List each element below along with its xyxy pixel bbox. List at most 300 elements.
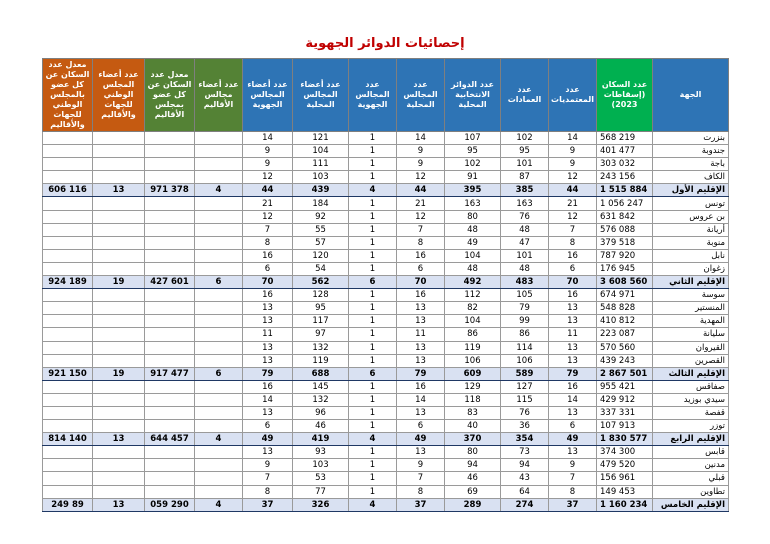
- cell-region-name: باجة: [653, 158, 729, 171]
- cell-national-council-members: 19: [93, 276, 145, 289]
- cell-local-council-members: 103: [293, 459, 349, 472]
- cell-local-council-members: 688: [293, 367, 349, 380]
- cell-sectors: 589: [501, 367, 549, 380]
- cell-local-councils: 21: [397, 197, 445, 210]
- cell-population-per-national-member: [43, 485, 93, 498]
- cell-regional-council-members: 70: [243, 276, 293, 289]
- cell-delegations: 7: [549, 223, 597, 236]
- cell-delegations: 9: [549, 145, 597, 158]
- cell-regional-councils: 1: [349, 328, 397, 341]
- cell-population-per-district-member: [145, 132, 195, 145]
- page-title: إحصائيات الدوائر الجهوية: [305, 36, 465, 51]
- cell-local-council-members: 97: [293, 328, 349, 341]
- cell-regional-councils: 1: [349, 420, 397, 433]
- cell-delegations: 12: [549, 210, 597, 223]
- cell-local-councils: 13: [397, 406, 445, 419]
- cell-local-council-members: 46: [293, 420, 349, 433]
- cell-regional-councils: 1: [349, 249, 397, 262]
- cell-sectors: 73: [501, 446, 549, 459]
- cell-national-council-members: 13: [93, 433, 145, 446]
- cell-national-council-members: [93, 446, 145, 459]
- cell-local-constituencies: 395: [445, 184, 501, 197]
- cell-national-council-members: [93, 223, 145, 236]
- cell-local-constituencies: 104: [445, 249, 501, 262]
- cell-regional-councils: 1: [349, 302, 397, 315]
- cell-regional-councils: 1: [349, 210, 397, 223]
- cell-sectors: 105: [501, 289, 549, 302]
- cell-district-council-members: [195, 236, 243, 249]
- table-row: [43, 446, 729, 459]
- cell-local-council-members: 119: [293, 354, 349, 367]
- cell-delegations: 14: [549, 393, 597, 406]
- cell-delegations: 44: [549, 184, 597, 197]
- cell-population-per-district-member: [145, 158, 195, 171]
- cell-local-council-members: 121: [293, 132, 349, 145]
- cell-national-council-members: [93, 393, 145, 406]
- cell-regional-councils: 1: [349, 380, 397, 393]
- cell-local-constituencies: 118: [445, 393, 501, 406]
- cell-local-constituencies: 112: [445, 289, 501, 302]
- cell-population-per-district-member: [145, 236, 195, 249]
- cell-population-per-district-member: 457 644: [145, 433, 195, 446]
- cell-delegations: 11: [549, 328, 597, 341]
- cell-local-councils: 12: [397, 171, 445, 184]
- cell-national-council-members: [93, 236, 145, 249]
- cell-regional-council-members: 13: [243, 341, 293, 354]
- cell-local-constituencies: 106: [445, 354, 501, 367]
- cell-region-name: بنزرت: [653, 132, 729, 145]
- cell-district-council-members: [195, 354, 243, 367]
- cell-district-council-members: [195, 289, 243, 302]
- cell-regional-councils: 1: [349, 145, 397, 158]
- cell-population-per-district-member: [145, 145, 195, 158]
- cell-delegations: 16: [549, 249, 597, 262]
- cell-local-councils: 13: [397, 446, 445, 459]
- cell-sectors: 76: [501, 210, 549, 223]
- cell-sectors: 76: [501, 406, 549, 419]
- cell-population-per-national-member: [43, 249, 93, 262]
- cell-sectors: 36: [501, 420, 549, 433]
- cell-local-councils: 49: [397, 433, 445, 446]
- cell-delegations: 70: [549, 276, 597, 289]
- cell-regional-council-members: 37: [243, 498, 293, 511]
- cell-local-councils: 14: [397, 393, 445, 406]
- cell-local-council-members: 145: [293, 380, 349, 393]
- cell-population: 337 331: [597, 406, 653, 419]
- cell-population-per-national-member: [43, 210, 93, 223]
- cell-sectors: 48: [501, 262, 549, 275]
- cell-regional-council-members: 6: [243, 420, 293, 433]
- table-row: [43, 223, 729, 236]
- cell-population-per-district-member: [145, 341, 195, 354]
- cell-population-per-district-member: 601 427: [145, 276, 195, 289]
- cell-local-council-members: 104: [293, 145, 349, 158]
- cell-population-per-district-member: 477 917: [145, 367, 195, 380]
- cell-district-council-members: [195, 406, 243, 419]
- cell-local-councils: 8: [397, 236, 445, 249]
- cell-population-per-district-member: [145, 446, 195, 459]
- cell-region-name: الإقليم الثالث: [653, 367, 729, 380]
- cell-local-constituencies: 107: [445, 132, 501, 145]
- cell-national-council-members: [93, 302, 145, 315]
- cell-local-councils: 7: [397, 472, 445, 485]
- cell-region-name: قابس: [653, 446, 729, 459]
- cell-local-councils: 8: [397, 485, 445, 498]
- cell-region-name: مدنين: [653, 459, 729, 472]
- statistics-table: [42, 58, 729, 512]
- cell-sectors: 48: [501, 223, 549, 236]
- cell-population-per-national-member: [43, 393, 93, 406]
- cell-region-name: قبلي: [653, 472, 729, 485]
- cell-regional-council-members: 16: [243, 380, 293, 393]
- cell-regional-councils: 1: [349, 197, 397, 210]
- cell-local-councils: 11: [397, 328, 445, 341]
- cell-sectors: 102: [501, 132, 549, 145]
- cell-national-council-members: [93, 289, 145, 302]
- cell-region-name: القيروان: [653, 341, 729, 354]
- cell-population: 631 842: [597, 210, 653, 223]
- cell-national-council-members: [93, 145, 145, 158]
- cell-district-council-members: [195, 197, 243, 210]
- cell-population-per-district-member: [145, 197, 195, 210]
- cell-regional-council-members: 9: [243, 158, 293, 171]
- cell-population-per-district-member: [145, 328, 195, 341]
- cell-local-constituencies: 95: [445, 145, 501, 158]
- cell-regional-councils: 1: [349, 354, 397, 367]
- cell-local-councils: 13: [397, 315, 445, 328]
- cell-local-constituencies: 91: [445, 171, 501, 184]
- cell-population: 955 421: [597, 380, 653, 393]
- cell-population: 1 515 884: [597, 184, 653, 197]
- header-district-council-members: عدد أعضاء مجالس الأقاليم: [195, 59, 243, 132]
- cell-local-council-members: 120: [293, 249, 349, 262]
- cell-regional-councils: 1: [349, 446, 397, 459]
- cell-population: 374 300: [597, 446, 653, 459]
- table-row: [43, 145, 729, 158]
- cell-district-council-members: [195, 210, 243, 223]
- region-total-row: [43, 498, 729, 511]
- cell-local-councils: 13: [397, 354, 445, 367]
- cell-regional-councils: 1: [349, 289, 397, 302]
- cell-population-per-national-member: [43, 158, 93, 171]
- cell-local-constituencies: 370: [445, 433, 501, 446]
- cell-district-council-members: 4: [195, 498, 243, 511]
- cell-population-per-national-member: 150 921: [43, 367, 93, 380]
- table-row: [43, 380, 729, 393]
- cell-national-council-members: [93, 380, 145, 393]
- cell-region-name: سيدي بوزيد: [653, 393, 729, 406]
- cell-local-council-members: 96: [293, 406, 349, 419]
- cell-sectors: 101: [501, 158, 549, 171]
- cell-local-councils: 16: [397, 249, 445, 262]
- cell-delegations: 16: [549, 380, 597, 393]
- cell-local-council-members: 93: [293, 446, 349, 459]
- cell-regional-councils: 1: [349, 341, 397, 354]
- cell-population-per-national-member: [43, 472, 93, 485]
- header-delegations: عدد المعتمديات: [549, 59, 597, 132]
- cell-population: 576 088: [597, 223, 653, 236]
- cell-region-name: الإقليم الأول: [653, 184, 729, 197]
- cell-district-council-members: [195, 446, 243, 459]
- cell-population-per-national-member: [43, 341, 93, 354]
- cell-regional-council-members: 16: [243, 249, 293, 262]
- table-row: [43, 420, 729, 433]
- cell-population-per-district-member: [145, 485, 195, 498]
- cell-regional-council-members: 13: [243, 446, 293, 459]
- cell-local-council-members: 77: [293, 485, 349, 498]
- header-population-per-district-member: معدل عدد السكان عن كل عضو بمجلس الأقاليم: [145, 59, 195, 132]
- cell-district-council-members: [195, 145, 243, 158]
- cell-population: 1 830 577: [597, 433, 653, 446]
- table-row: [43, 302, 729, 315]
- cell-region-name: الإقليم الثاني: [653, 276, 729, 289]
- cell-region-name: قفصة: [653, 406, 729, 419]
- cell-local-constituencies: 86: [445, 328, 501, 341]
- cell-local-constituencies: 48: [445, 262, 501, 275]
- cell-regional-council-members: 8: [243, 485, 293, 498]
- cell-delegations: 49: [549, 433, 597, 446]
- cell-delegations: 13: [549, 315, 597, 328]
- cell-population-per-district-member: [145, 315, 195, 328]
- cell-population: 568 219: [597, 132, 653, 145]
- cell-national-council-members: [93, 472, 145, 485]
- cell-local-council-members: 53: [293, 472, 349, 485]
- cell-sectors: 354: [501, 433, 549, 446]
- cell-delegations: 6: [549, 420, 597, 433]
- cell-population: 149 453: [597, 485, 653, 498]
- cell-regional-council-members: 79: [243, 367, 293, 380]
- cell-delegations: 13: [549, 341, 597, 354]
- cell-population-per-district-member: [145, 406, 195, 419]
- cell-national-council-members: 13: [93, 498, 145, 511]
- cell-sectors: 94: [501, 459, 549, 472]
- cell-local-constituencies: 163: [445, 197, 501, 210]
- table-row: [43, 393, 729, 406]
- cell-sectors: 483: [501, 276, 549, 289]
- cell-regional-councils: 1: [349, 315, 397, 328]
- cell-local-constituencies: 119: [445, 341, 501, 354]
- header-local-council-members: عدد أعضاء المجالس المحلية: [293, 59, 349, 132]
- cell-local-councils: 6: [397, 420, 445, 433]
- cell-regional-councils: 1: [349, 485, 397, 498]
- cell-local-constituencies: 46: [445, 472, 501, 485]
- cell-region-name: المهدية: [653, 315, 729, 328]
- table-row: [43, 315, 729, 328]
- cell-local-constituencies: 83: [445, 406, 501, 419]
- cell-local-councils: 7: [397, 223, 445, 236]
- cell-region-name: منوبة: [653, 236, 729, 249]
- cell-regional-councils: 6: [349, 367, 397, 380]
- cell-local-councils: 16: [397, 380, 445, 393]
- cell-national-council-members: 13: [93, 184, 145, 197]
- cell-national-council-members: [93, 328, 145, 341]
- cell-local-councils: 16: [397, 289, 445, 302]
- cell-national-council-members: [93, 341, 145, 354]
- region-total-row: [43, 367, 729, 380]
- cell-local-councils: 6: [397, 262, 445, 275]
- cell-population-per-national-member: [43, 354, 93, 367]
- cell-district-council-members: [195, 393, 243, 406]
- cell-local-councils: 79: [397, 367, 445, 380]
- table-row: [43, 262, 729, 275]
- cell-population: 401 477: [597, 145, 653, 158]
- cell-regional-council-members: 14: [243, 132, 293, 145]
- cell-local-constituencies: 94: [445, 459, 501, 472]
- cell-local-council-members: 132: [293, 393, 349, 406]
- region-total-row: [43, 184, 729, 197]
- cell-population-per-district-member: [145, 289, 195, 302]
- cell-local-council-members: 92: [293, 210, 349, 223]
- cell-population-per-national-member: [43, 380, 93, 393]
- cell-district-council-members: [195, 341, 243, 354]
- cell-regional-council-members: 12: [243, 171, 293, 184]
- header-local-constituencies: عدد الدوائر الانتخابية المحلية: [445, 59, 501, 132]
- cell-population-per-national-member: [43, 289, 93, 302]
- cell-population-per-district-member: [145, 472, 195, 485]
- cell-sectors: 101: [501, 249, 549, 262]
- cell-population-per-district-member: [145, 393, 195, 406]
- table-row: [43, 236, 729, 249]
- cell-sectors: 79: [501, 302, 549, 315]
- table-row: [43, 132, 729, 145]
- cell-regional-councils: 1: [349, 236, 397, 249]
- cell-local-councils: 9: [397, 158, 445, 171]
- cell-delegations: 12: [549, 171, 597, 184]
- cell-sectors: 127: [501, 380, 549, 393]
- cell-local-council-members: 103: [293, 171, 349, 184]
- cell-region-name: بن عروس: [653, 210, 729, 223]
- cell-sectors: 99: [501, 315, 549, 328]
- cell-district-council-members: [195, 223, 243, 236]
- cell-national-council-members: [93, 132, 145, 145]
- cell-regional-council-members: 13: [243, 315, 293, 328]
- cell-local-council-members: 55: [293, 223, 349, 236]
- table-row: [43, 210, 729, 223]
- cell-local-council-members: 54: [293, 262, 349, 275]
- cell-population: 410 812: [597, 315, 653, 328]
- cell-region-name: جندوبة: [653, 145, 729, 158]
- cell-delegations: 13: [549, 406, 597, 419]
- cell-population: 787 920: [597, 249, 653, 262]
- cell-regional-council-members: 16: [243, 289, 293, 302]
- cell-region-name: سوسة: [653, 289, 729, 302]
- cell-regional-councils: 4: [349, 184, 397, 197]
- cell-population-per-national-member: 189 924: [43, 276, 93, 289]
- cell-population-per-district-member: [145, 210, 195, 223]
- cell-region-name: الكاف: [653, 171, 729, 184]
- cell-district-council-members: [195, 132, 243, 145]
- cell-district-council-members: [195, 158, 243, 171]
- cell-region-name: القصرين: [653, 354, 729, 367]
- region-total-row: [43, 433, 729, 446]
- cell-population-per-district-member: [145, 459, 195, 472]
- cell-national-council-members: 19: [93, 367, 145, 380]
- cell-population-per-national-member: [43, 420, 93, 433]
- cell-regional-councils: 1: [349, 472, 397, 485]
- cell-local-council-members: 439: [293, 184, 349, 197]
- table-row: [43, 249, 729, 262]
- cell-population: 570 560: [597, 341, 653, 354]
- cell-population-per-national-member: [43, 171, 93, 184]
- cell-regional-council-members: 12: [243, 210, 293, 223]
- cell-local-constituencies: 289: [445, 498, 501, 511]
- header-national-council-members: عدد أعضاء المجلس الوطني للجهات والأقاليم: [93, 59, 145, 132]
- cell-population: 1 160 234: [597, 498, 653, 511]
- cell-population-per-district-member: [145, 354, 195, 367]
- cell-regional-councils: 4: [349, 498, 397, 511]
- cell-population-per-national-member: [43, 302, 93, 315]
- cell-district-council-members: 4: [195, 433, 243, 446]
- cell-regional-council-members: 14: [243, 393, 293, 406]
- cell-population: 243 156: [597, 171, 653, 184]
- cell-local-council-members: 326: [293, 498, 349, 511]
- cell-region-name: نابل: [653, 249, 729, 262]
- cell-population: 156 961: [597, 472, 653, 485]
- cell-district-council-members: [195, 171, 243, 184]
- cell-local-council-members: 132: [293, 341, 349, 354]
- cell-delegations: 13: [549, 302, 597, 315]
- cell-delegations: 9: [549, 459, 597, 472]
- cell-population-per-national-member: [43, 446, 93, 459]
- cell-delegations: 8: [549, 485, 597, 498]
- cell-population: 439 243: [597, 354, 653, 367]
- cell-regional-council-members: 9: [243, 145, 293, 158]
- cell-region-name: تطاوين: [653, 485, 729, 498]
- cell-sectors: 95: [501, 145, 549, 158]
- table-row: [43, 328, 729, 341]
- table-row: [43, 197, 729, 210]
- cell-national-council-members: [93, 420, 145, 433]
- region-total-row: [43, 276, 729, 289]
- cell-district-council-members: [195, 302, 243, 315]
- cell-population-per-district-member: [145, 302, 195, 315]
- cell-national-council-members: [93, 354, 145, 367]
- table-row: [43, 354, 729, 367]
- cell-sectors: 43: [501, 472, 549, 485]
- cell-delegations: 79: [549, 367, 597, 380]
- cell-local-councils: 13: [397, 302, 445, 315]
- cell-sectors: 163: [501, 197, 549, 210]
- cell-regional-councils: 6: [349, 276, 397, 289]
- cell-sectors: 106: [501, 354, 549, 367]
- cell-delegations: 7: [549, 472, 597, 485]
- cell-population: 429 912: [597, 393, 653, 406]
- cell-local-council-members: 562: [293, 276, 349, 289]
- cell-population: 548 828: [597, 302, 653, 315]
- cell-population-per-national-member: 140 814: [43, 433, 93, 446]
- cell-population: 674 971: [597, 289, 653, 302]
- cell-delegations: 8: [549, 236, 597, 249]
- cell-population: 479 520: [597, 459, 653, 472]
- cell-population: 1 056 247: [597, 197, 653, 210]
- table-row: [43, 341, 729, 354]
- table-row: [43, 459, 729, 472]
- table-row: [43, 289, 729, 302]
- cell-district-council-members: [195, 328, 243, 341]
- cell-local-council-members: 117: [293, 315, 349, 328]
- cell-local-councils: 9: [397, 459, 445, 472]
- cell-population-per-district-member: [145, 171, 195, 184]
- cell-regional-councils: 1: [349, 406, 397, 419]
- cell-local-councils: 70: [397, 276, 445, 289]
- cell-national-council-members: [93, 315, 145, 328]
- cell-regional-council-members: 13: [243, 302, 293, 315]
- table-row: [43, 485, 729, 498]
- cell-district-council-members: [195, 420, 243, 433]
- cell-region-name: الإقليم الخامس: [653, 498, 729, 511]
- cell-local-constituencies: 102: [445, 158, 501, 171]
- cell-national-council-members: [93, 158, 145, 171]
